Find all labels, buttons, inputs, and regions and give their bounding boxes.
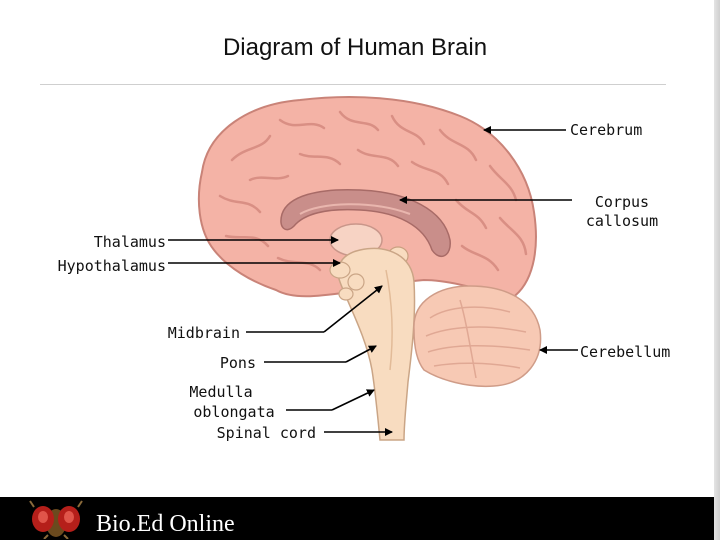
- label-spinal-cord: Spinal cord: [216, 424, 316, 442]
- label-cerebrum: Cerebrum: [570, 121, 643, 139]
- page-title: Diagram of Human Brain: [222, 34, 488, 61]
- fly-logo-icon: [28, 499, 84, 539]
- label-hypothalamus: Hypothalamus: [57, 257, 166, 275]
- label-corpus-callosum-line2: callosum: [585, 212, 659, 230]
- footer-brand: Bio.Ed Online: [96, 511, 235, 537]
- cerebellum-shape: [414, 286, 541, 386]
- label-medulla-line2: oblongata: [193, 403, 275, 421]
- label-pons: Pons: [219, 354, 256, 372]
- label-thalamus: Thalamus: [93, 233, 166, 251]
- label-cerebellum: Cerebellum: [580, 343, 671, 361]
- label-corpus-callosum-line1: Corpus: [594, 193, 650, 211]
- label-midbrain: Midbrain: [167, 324, 240, 342]
- footer-bar: [0, 497, 714, 540]
- label-medulla-line1: Medulla: [189, 383, 253, 401]
